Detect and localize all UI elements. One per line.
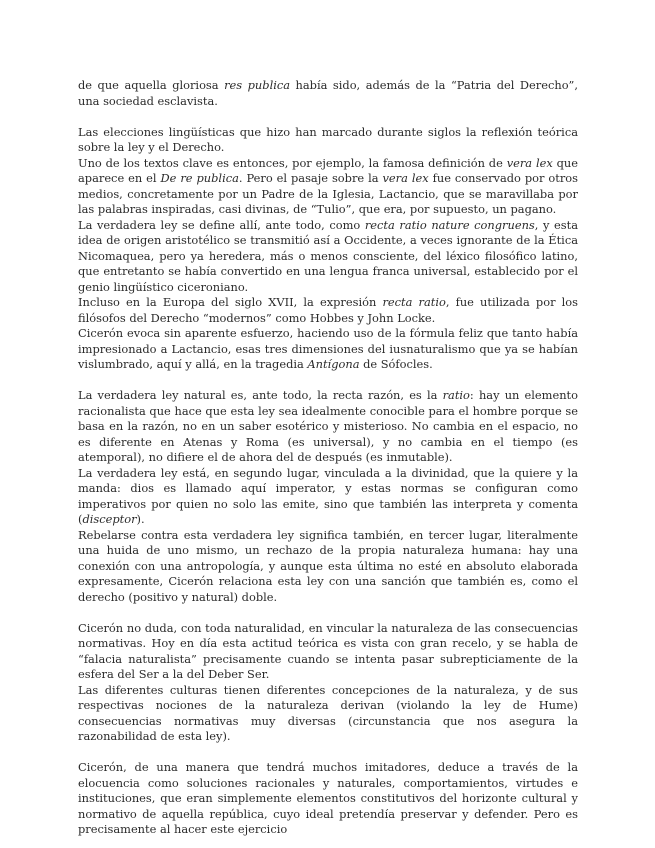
paragraph: [78, 125, 578, 156]
paragraph-gap: [78, 373, 578, 389]
italic-text: Antígona: [307, 357, 360, 371]
text-run: , y esta idea de origen aristotélico se transmitió así a Occidente, a veces ignorante de la Ética Nicomaquea, pero ya heredera, más o menos consciente, del léxico filosófico latino, que entretanto se había convertido en una lengua franca universal, establecido por el genio lingüístico ciceroniano.: [78, 217, 578, 294]
text-run: había sido, además de la “Patria del Derecho”, una sociedad esclavista.: [78, 78, 579, 108]
paragraph-gap: [78, 109, 578, 125]
text-run: Cicerón evoca sin aparente esfuerzo, haciendo uso de la fórmula feliz que tanto había impresionado a Lactancio, esas tres dimensiones del iusnaturalismo que ya se habían vislumbrado, aquí y allá, en la tragedia: [78, 326, 578, 371]
document-page: [78, 78, 578, 838]
paragraph: [78, 466, 578, 528]
italic-text: vera lex: [382, 171, 429, 185]
text-run: que aparece en el: [78, 155, 578, 185]
italic-text: recta ratio nature congruens: [364, 217, 535, 232]
text-run: de que aquella gloriosa: [78, 78, 225, 92]
paragraph: [78, 156, 578, 218]
paragraph: [78, 683, 578, 745]
text-run: fue conservado por otros medios, concretamente por un Padre de la Iglesia, Lactancio, que se maravillaba por las palabras inspiradas, casi divinas, de “Tulio”, que era, por supuesto, un pagano.: [78, 171, 578, 216]
italic-text: disceptor: [82, 512, 137, 526]
text-run: La verdadera ley natural es, ante todo, la recta razón, es la: [78, 388, 443, 402]
text-run: La verdadera ley se define allí, ante todo, como: [78, 217, 365, 232]
text-run: , fue utilizada por los filósofos del Derecho “modernos” como Hobbes y John Locke.: [78, 295, 579, 325]
paragraph: [78, 621, 578, 683]
text-run: Cicerón no duda, con toda naturalidad, en vincular la naturaleza de las consecuencias normativas. Hoy en día esta actitud teórica es vista con gran recelo, y se habla de “falacia naturalista” precisamente cuando se intenta pasar subrepticiamente de la esfera del Ser a la del Deber Ser.: [78, 620, 578, 681]
italic-text: De re publica: [160, 171, 239, 185]
text-run: La verdadera ley está, en segundo lugar, vinculada a la divinidad, que la quiere y la manda: dios es llamado aquí imperator, y estas normas se configuran como imperativos por quien no solo las emite, sino que también las interpreta y comenta (: [78, 465, 578, 526]
paragraph: [78, 326, 578, 373]
paragraph: [78, 78, 578, 109]
paragraph-gap: [78, 605, 578, 621]
paragraph-gap: [78, 745, 578, 761]
text-run: ).: [136, 512, 145, 526]
paragraph: [78, 218, 578, 296]
text-run: Uno de los textos clave es entonces, por ejemplo, la famosa definición de: [78, 155, 507, 170]
text-run: Rebelarse contra esta verdadera ley significa también, en tercer lugar, literalmente una huida de uno mismo, un rechazo de la propia naturaleza humana: hay una conexión con una antropología, y aunque esta última no esté en absoluto elaborada expresamente, Cicerón relaciona esta ley con una sanción que también es, como el derecho (positivo y natural) doble.: [78, 527, 578, 604]
text-run: Incluso en la Europa del siglo XVII, la expresión: [78, 295, 383, 309]
italic-text: ratio: [442, 388, 470, 402]
text-run: de Sófocles.: [359, 357, 433, 371]
paragraph: [78, 295, 578, 326]
italic-text: vera lex: [506, 155, 553, 170]
italic-text: res publica: [224, 78, 291, 92]
text-run: Las diferentes culturas tienen diferentes concepciones de la naturaleza, y de sus respectivas nociones de la naturaleza derivan (violando la ley de Hume) consecuencias normativas muy diversas (circunstancia que nos asegura la razonabilidad de esta ley).: [78, 682, 578, 743]
paragraph: [78, 388, 578, 466]
text-run: : hay un elemento racionalista que hace que esta ley sea idealmente conocible para el hombre porque se basa en la razón, no en un saber esotérico y misterioso. No cambia en el espacio, no es diferente en Atenas y Roma (es universal), y no cambia en el tiempo (es atemporal), no difiere el de ahora del de después (es inmutable).: [78, 388, 578, 464]
text-run: . Pero el pasaje sobre la: [238, 171, 383, 185]
italic-text: recta ratio: [382, 295, 446, 309]
paragraph: [78, 760, 578, 838]
text-run: Las elecciones lingüísticas que hizo han marcado durante siglos la reflexión teórica sobre la ley y el Derecho.: [78, 124, 578, 154]
text-run: Cicerón, de una manera que tendrá muchos imitadores, deduce a través de la elocuencia como soluciones racionales y naturales, comportamientos, virtudes e instituciones, que eran simplemente elementos constitutivos del horizonte cultural y normativo de aquella república, cuyo ideal pretendía preservar y defender. Pero es precisamente al hacer este ejercicio: [78, 760, 578, 836]
paragraph: [78, 528, 578, 606]
